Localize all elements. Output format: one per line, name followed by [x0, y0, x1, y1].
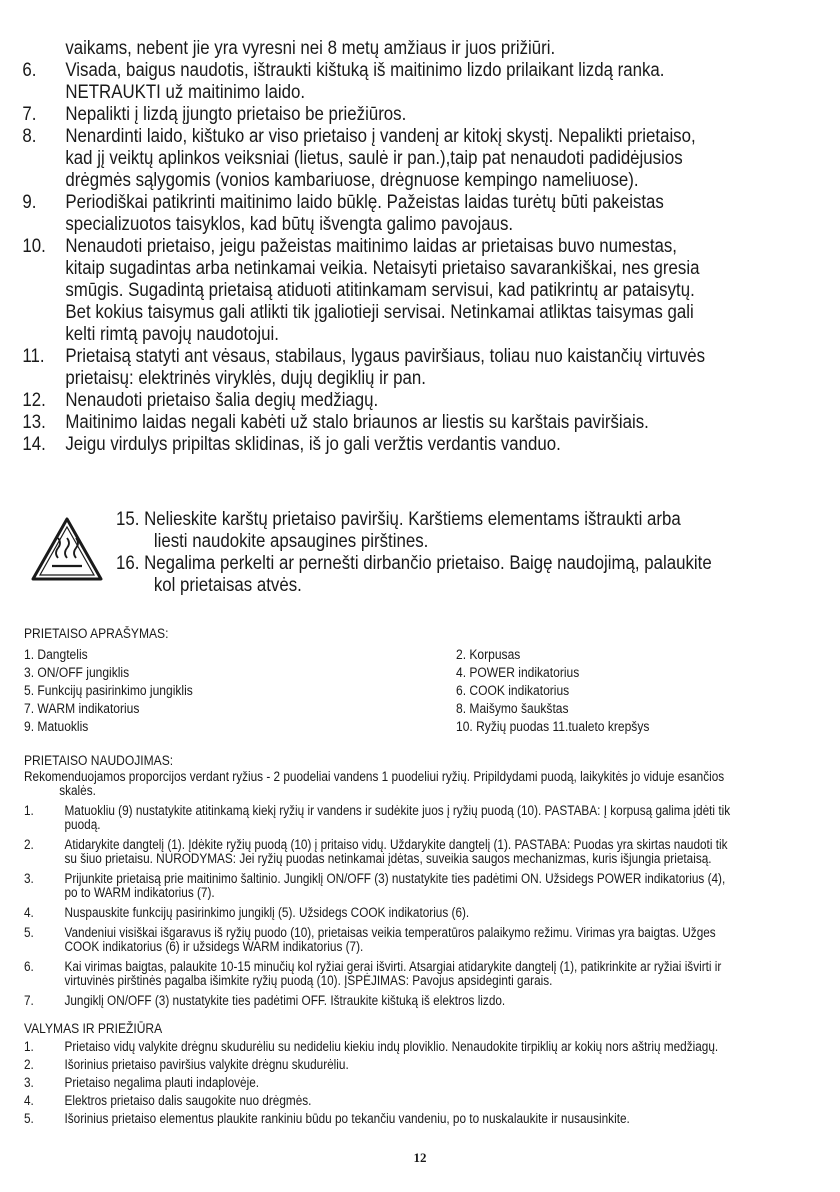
- parts-row: [24, 718, 762, 736]
- safety-item-line: Nenaudoti prietaiso, jeigu pažeistas maitinimo laidas ar prietaisas buvo numestas,: [65, 235, 677, 257]
- usage-step: [24, 804, 798, 832]
- usage-step-line: COOK indikatorius (6) ir užsidegs WARM indikatorius (7).: [64, 939, 364, 954]
- usage-section: [24, 770, 798, 1014]
- care-step: [24, 1056, 798, 1074]
- care-step-text: Prietaiso negalima plauti indaplovėje.: [64, 1075, 260, 1090]
- part-label: 8. Maišymo šaukštas: [456, 701, 569, 716]
- care-step-number: 4.: [24, 1093, 34, 1108]
- usage-intro-line: Rekomenduojamos proporcijos verdant ryžius - 2 puodeliai vandens 1 puodeliui ryžių. Pripildydami puodą, laikykitės jo viduje esančios: [24, 769, 725, 784]
- description-title: PRIETAISO APRAŠYMAS:: [24, 626, 169, 641]
- safety-item: [0, 433, 822, 455]
- usage-step-line: Matuokliu (9) nustatykite atitinkamą kiekį ryžių ir vandens ir sudėkite juos į ryžių puodą (10). PASTABA: Į korpusą galima įdėti tik: [64, 803, 731, 818]
- safety-item-number: 8.: [22, 125, 37, 147]
- usage-step-line: su šiuo prietaisu. NURODYMAS: Jei ryžių puodas netinkamai įdėtas, suveikia saugos mechanizmas, kuris išjungia prietaisą.: [64, 851, 712, 866]
- page-number: 12: [413, 1150, 427, 1165]
- care-steps: [24, 1038, 798, 1128]
- usage-step-line: puodą.: [64, 817, 101, 832]
- part-label: 10. Ryžių puodas 11.tualeto krepšys: [456, 719, 650, 734]
- warning-item-line: 16. Negalima perkelti ar pernešti dirbančio prietaiso. Baigę naudojimą, palaukite: [116, 552, 712, 574]
- usage-step-number: 6.: [24, 959, 34, 974]
- safety-item-line: kelti rimtą pavojų naudotojui.: [65, 323, 279, 345]
- usage-step: [24, 838, 798, 866]
- part-label: 9. Matuoklis: [24, 719, 89, 734]
- usage-step-number: 3.: [24, 871, 34, 886]
- warning-item-line: kol prietaisas atvės.: [153, 574, 302, 596]
- safety-item: [0, 103, 822, 125]
- safety-item-line: Periodiškai patikrinti maitinimo laido būklę. Pažeistas laidas turėtų būti pakeistas: [65, 191, 664, 213]
- usage-step-line: Prijunkite prietaisą prie maitinimo šaltinio. Jungiklį ON/OFF (3) nustatykite ties padėtimi ON. Užsidegs POWER indikatorius (4),: [64, 871, 726, 886]
- care-step-text: Elektros prietaiso dalis saugokite nuo drėgmės.: [64, 1093, 312, 1108]
- usage-step: [24, 872, 798, 900]
- warning-item: [116, 552, 795, 596]
- safety-item-line: Nepalikti į lizdą įjungto prietaiso be priežiūros.: [65, 103, 407, 125]
- safety-item: [0, 345, 822, 389]
- usage-steps: [24, 804, 798, 1008]
- parts-row: [24, 700, 762, 718]
- parts-row: [24, 646, 762, 664]
- part-label: 7. WARM indikatorius: [24, 701, 140, 716]
- care-step-text: Išorinius prietaiso elementus plaukite rankiniu būdu po tekančiu vandeniu, po to nuskalaukite ir nusausinkite.: [64, 1111, 630, 1126]
- usage-step-number: 1.: [24, 803, 34, 818]
- safety-item: [0, 59, 822, 103]
- usage-step-line: Atidarykite dangtelį (1). Įdėkite ryžių puodą (10) į pritaiso vidų. Uždarykite dangtelį (1). PASTABA: Puodas yra skirtas naudoti tik: [64, 837, 728, 852]
- safety-item: [0, 389, 822, 411]
- warning-list: [116, 508, 795, 596]
- parts-row: [24, 682, 762, 700]
- safety-list: [0, 59, 722, 455]
- usage-step-line: virtuvinės pirštinės pagalba išimkite ryžių puodą (10). ĮSPĖJIMAS: Pavojus apsideginti garais.: [64, 973, 553, 988]
- safety-item-line: Nenardinti laido, kištuko ar viso prietaiso į vandenį ar kitokį skystį. Nepalikti prietaiso,: [65, 125, 696, 147]
- care-step-number: 3.: [24, 1075, 34, 1090]
- safety-item-line: prietaisų: elektrinės viryklės, dujų degiklių ir pan.: [65, 367, 426, 389]
- usage-step: [24, 994, 798, 1008]
- safety-item-line: Nenaudoti prietaiso šalia degių medžiagų.: [65, 389, 379, 411]
- care-step: [24, 1092, 798, 1110]
- care-step-text: Išorinius prietaiso paviršius valykite drėgnu skudurėliu.: [64, 1057, 349, 1072]
- part-label: 4. POWER indikatorius: [456, 665, 580, 680]
- usage-step-number: 2.: [24, 837, 34, 852]
- warning-item-line: liesti naudokite apsaugines pirštines.: [153, 530, 429, 552]
- warning-item: [116, 508, 795, 552]
- care-title: VALYMAS IR PRIEŽIŪRA: [24, 1021, 163, 1036]
- safety-item-number: 14.: [22, 433, 46, 455]
- safety-item-line: NETRAUKTI už maitinimo laido.: [65, 81, 306, 103]
- safety-item-line: drėgmės sąlygomis (vonios kambariuose, drėgnuose kempingo nameliuose).: [65, 169, 639, 191]
- safety-item-line: kitaip sugadintas arba netinkamai veikia. Netaisyti prietaiso savarankiškai, nes gresia: [65, 257, 700, 279]
- safety-item-number: 6.: [22, 59, 37, 81]
- care-step-text: Prietaiso vidų valykite drėgnu skudurėliu su nedideliu kiekiu indų ploviklio. Nenaudokite tirpiklių ar kokių nors aštrių medžiagų.: [64, 1039, 719, 1054]
- usage-step: [24, 960, 798, 988]
- part-label: 2. Korpusas: [456, 647, 521, 662]
- safety-item-line: Bet kokius taisymus gali atlikti tik įgaliotieji servisai. Netinkamai atliktas taisymas gali: [65, 301, 694, 323]
- safety-item-line: Maitinimo laidas negali kabėti už stalo briaunos ar liestis su karštais paviršiais.: [65, 411, 649, 433]
- parts-row: [24, 664, 762, 682]
- usage-step-number: 4.: [24, 905, 34, 920]
- safety-item-number: 13.: [22, 411, 46, 433]
- safety-item-line: Prietaisą statyti ant vėsaus, stabilaus, lygaus paviršiaus, toliau nuo kaistančių virtuvės: [65, 345, 706, 367]
- usage-step-number: 7.: [24, 993, 34, 1008]
- safety-item-line: Jeigu virdulys pripiltas sklidinas, iš jo gali veržtis verdantis vanduo.: [65, 433, 561, 455]
- safety-item: [0, 411, 822, 433]
- safety-item-number: 12.: [22, 389, 46, 411]
- warning-item-line: 15. Nelieskite karštų prietaiso paviršių. Karštiems elementams ištraukti arba: [116, 508, 681, 530]
- safety-item-line: Visada, baigus naudotis, ištraukti kištuką iš maitinimo lizdo prilaikant lizdą ranka.: [65, 59, 665, 81]
- usage-step-line: Nuspauskite funkcijų pasirinkimo jungiklį (5). Užsidegs COOK indikatorius (6).: [64, 905, 470, 920]
- parts-list: [24, 646, 762, 736]
- care-step-number: 5.: [24, 1111, 34, 1126]
- safety-item-line: kad jį veiktų aplinkos veiksniai (lietus, saulė ir pan.),taip pat nenaudoti padidėjusios: [65, 147, 683, 169]
- usage-step: [24, 906, 798, 920]
- safety-item-number: 9.: [22, 191, 37, 213]
- care-step: [24, 1074, 798, 1092]
- safety-section: [0, 37, 722, 455]
- care-step: [24, 1038, 798, 1056]
- intro-line: vaikams, nebent jie yra vyresni nei 8 metų amžiaus ir juos prižiūri.: [65, 37, 556, 59]
- usage-intro-line: skalės.: [59, 783, 96, 798]
- care-step: [24, 1110, 798, 1128]
- care-step-number: 2.: [24, 1057, 34, 1072]
- part-label: 6. COOK indikatorius: [456, 683, 570, 698]
- usage-step-line: Jungiklį ON/OFF (3) nustatykite ties padėtimi OFF. Ištraukite kištuką iš elektros lizdo.: [64, 993, 506, 1008]
- safety-item: [0, 191, 822, 235]
- care-step-number: 1.: [24, 1039, 34, 1054]
- safety-item: [0, 125, 822, 191]
- safety-item-line: smūgis. Sugadintą prietaisą atiduoti atitinkamam servisui, kad patikrintų ar pataisytų.: [65, 279, 695, 301]
- usage-intro: [24, 770, 798, 798]
- safety-item: [0, 235, 822, 345]
- safety-item-number: 11.: [22, 345, 45, 367]
- part-label: 5. Funkcijų pasirinkimo jungiklis: [24, 683, 193, 698]
- safety-item-number: 10.: [22, 235, 46, 257]
- usage-step-line: Vandeniui visiškai išgaravus iš ryžių puodo (10), prietaisas veikia temperatūros palaikymo režimu. Virimas yra baigtas. Užges: [64, 925, 716, 940]
- safety-item-number: 7.: [22, 103, 37, 125]
- safety-item-line: specializuotos taisyklos, kad būtų išvengta galimo pavojaus.: [65, 213, 514, 235]
- usage-step: [24, 926, 798, 954]
- part-label: 3. ON/OFF jungiklis: [24, 665, 130, 680]
- usage-step-number: 5.: [24, 925, 34, 940]
- hot-surface-warning-icon: [30, 516, 104, 582]
- usage-step-line: Kai virimas baigtas, palaukite 10-15 minučių kol ryžiai gerai išvirti. Atsargiai atidarykite dangtelį (1), patikrinkite ar ryžiai išvirti ir: [64, 959, 722, 974]
- part-label: 1. Dangtelis: [24, 647, 88, 662]
- usage-step-line: po to WARM indikatorius (7).: [64, 885, 215, 900]
- usage-title: PRIETAISO NAUDOJIMAS:: [24, 753, 174, 768]
